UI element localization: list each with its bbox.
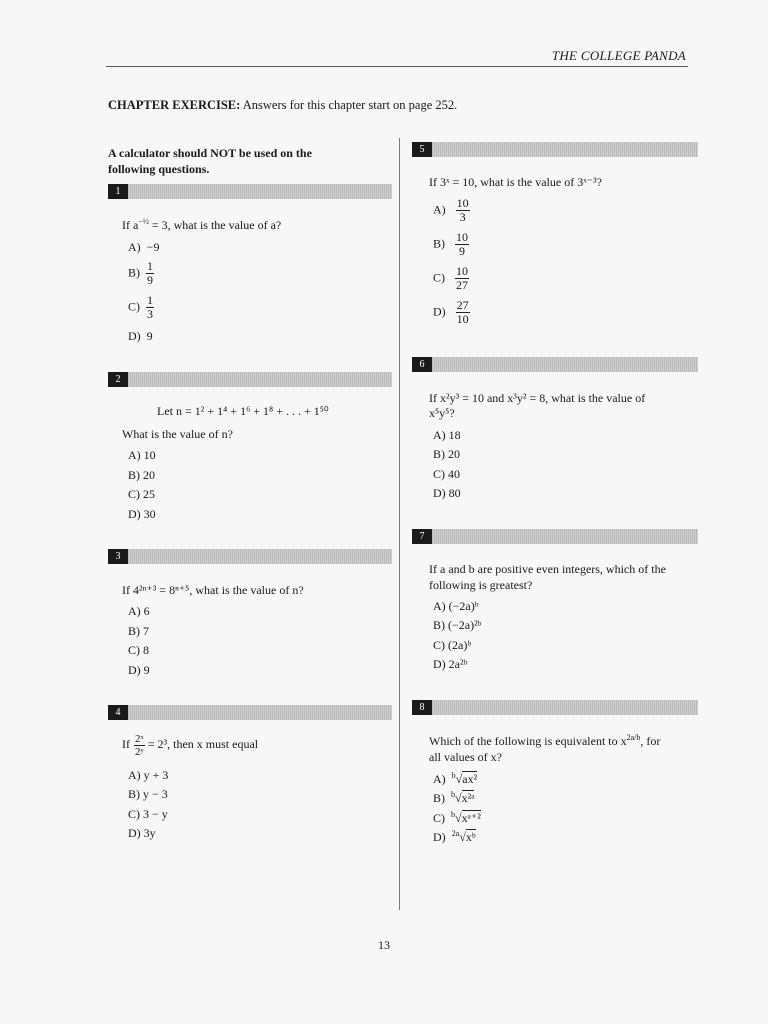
question-6-header xyxy=(412,357,698,372)
q5-d-label: D) xyxy=(433,304,446,319)
q1-exponent: −½ xyxy=(138,217,149,226)
q5-d-den: 10 xyxy=(456,312,469,326)
q4-prefix: If xyxy=(122,737,130,751)
question-1-option-a[interactable] xyxy=(128,239,159,255)
q8-c-index: b xyxy=(451,810,455,819)
q8-d-radicand: xᵇ xyxy=(465,830,476,844)
q8-a-index: b xyxy=(451,771,456,780)
q5-a-num: 10 xyxy=(456,196,469,210)
q8-exponent: 2a/b xyxy=(626,733,641,742)
q5-d-num: 27 xyxy=(456,298,469,312)
question-6-option-d[interactable]: D) 80 xyxy=(433,486,461,500)
question-8-option-a[interactable] xyxy=(433,771,477,787)
q8-a-radicand: ax² xyxy=(462,772,478,786)
question-2-option-c[interactable]: C) 25 xyxy=(128,487,155,501)
q5-c-label: C) xyxy=(433,270,445,285)
q5-b-label: B) xyxy=(433,236,445,251)
q1-c-label: C) xyxy=(128,299,140,314)
q1-c-num: 1 xyxy=(147,293,153,307)
calculator-note: A calculator should NOT be used on the following questions. xyxy=(108,146,312,176)
radical-icon: √ xyxy=(455,772,463,786)
q8-b-radicand: x²ᵃ xyxy=(461,791,475,805)
q5-c-num: 10 xyxy=(456,264,468,278)
question-2-option-d[interactable]: D) 30 xyxy=(128,507,156,521)
q5-b-num: 10 xyxy=(456,230,468,244)
q1-a-label: A) xyxy=(128,240,141,254)
question-3-option-d[interactable]: D) 9 xyxy=(128,663,150,677)
page-number: 13 xyxy=(378,938,390,952)
question-4-option-d[interactable]: D) 3y xyxy=(128,826,156,840)
q8-a-label: A) xyxy=(433,772,446,786)
question-2-option-b[interactable]: B) 20 xyxy=(128,468,155,482)
radical-icon: √ xyxy=(455,811,462,825)
question-8-number: 8 xyxy=(412,700,432,715)
question-5-text: If 3ˣ = 10, what is the value of 3ˣ⁻³? xyxy=(429,175,602,189)
q1-b-label: B) xyxy=(128,265,140,280)
radical-icon: √ xyxy=(455,791,462,805)
q1-b-den: 9 xyxy=(147,273,153,287)
question-1-option-d[interactable] xyxy=(128,328,153,344)
question-7-header xyxy=(412,529,698,544)
question-2-text: What is the value of n? xyxy=(122,427,233,441)
question-5-option-c[interactable] xyxy=(433,265,469,292)
q8-d-index: 2a xyxy=(451,829,460,838)
question-5-option-b[interactable] xyxy=(433,231,469,258)
question-1-option-c[interactable] xyxy=(128,294,154,321)
question-1-number: 1 xyxy=(108,184,128,199)
question-8-header xyxy=(412,700,698,715)
question-7-text-line2: following is greatest? xyxy=(429,578,533,592)
q5-c-den: 27 xyxy=(456,278,468,292)
q1-d-label: D) xyxy=(128,329,141,343)
question-6-option-b[interactable]: B) 20 xyxy=(433,447,460,461)
column-divider xyxy=(399,138,400,910)
question-2-equation: Let n = 1² + 1⁴ + 1⁶ + 1⁸ + . . . + 1⁵⁰ xyxy=(157,404,329,418)
question-1-text xyxy=(122,217,281,233)
question-7-option-c[interactable]: C) (2a)ᵇ xyxy=(433,638,472,652)
question-8-option-c[interactable] xyxy=(433,810,481,826)
header-rule xyxy=(106,66,688,67)
question-8-text-line2: all values of x? xyxy=(429,750,502,764)
question-7-text-line1: If a and b are positive even integers, which of the xyxy=(429,562,666,576)
question-4-option-c[interactable]: C) 3 − y xyxy=(128,807,168,821)
q8-text-a: Which of the following is equivalent to x xyxy=(429,734,627,748)
question-7-option-a[interactable]: A) (−2a)ᵇ xyxy=(433,599,479,613)
q8-c-radicand: xᵃ⁺² xyxy=(461,811,481,825)
question-3-option-a[interactable]: A) 6 xyxy=(128,604,150,618)
question-8-option-d[interactable] xyxy=(433,829,476,845)
q5-a-label: A) xyxy=(433,202,446,217)
chapter-label: CHAPTER EXERCISE: xyxy=(108,98,241,112)
q4-frac-den: 2ʸ xyxy=(135,745,144,758)
q8-text-b: , for xyxy=(640,734,661,748)
question-2-option-a[interactable]: A) 10 xyxy=(128,448,156,462)
question-2-header xyxy=(108,372,392,387)
q1-prefix: If a xyxy=(122,218,139,232)
question-4-text xyxy=(122,729,258,759)
question-6-option-c[interactable]: C) 40 xyxy=(433,467,460,481)
question-3-option-b[interactable]: B) 7 xyxy=(128,624,149,638)
q8-b-index: b xyxy=(451,790,455,799)
q1-c-den: 3 xyxy=(147,307,153,321)
question-4-number: 4 xyxy=(108,705,128,720)
question-2-number: 2 xyxy=(108,372,128,387)
question-1-option-b[interactable] xyxy=(128,260,154,287)
q1-b-num: 1 xyxy=(147,259,153,273)
question-5-option-d[interactable] xyxy=(433,299,470,326)
question-4-option-b[interactable]: B) y − 3 xyxy=(128,787,168,801)
question-3-number: 3 xyxy=(108,549,128,564)
question-7-option-b[interactable]: B) (−2a)²ᵇ xyxy=(433,618,482,632)
q1-suffix: = 3, what is the value of a? xyxy=(148,218,282,232)
question-4-header xyxy=(108,705,392,720)
question-3-option-c[interactable]: C) 8 xyxy=(128,643,149,657)
q4-suffix: = 2³, then x must equal xyxy=(144,737,259,751)
question-3-text: If 4²ⁿ⁺³ = 8ⁿ⁺⁵, what is the value of n? xyxy=(122,583,304,597)
q8-b-label: B) xyxy=(433,791,445,805)
question-5-option-a[interactable] xyxy=(433,197,470,224)
q8-c-label: C) xyxy=(433,811,445,825)
question-5-header xyxy=(412,142,698,157)
q1-d-value: 9 xyxy=(146,329,153,343)
q1-a-value: −9 xyxy=(146,240,160,254)
q4-frac-num: 2ˣ xyxy=(135,732,144,745)
question-8-option-b[interactable] xyxy=(433,790,474,806)
header-title: THE COLLEGE PANDA xyxy=(551,48,686,63)
question-7-number: 7 xyxy=(412,529,432,544)
question-6-text-line2: x⁵y⁵? xyxy=(429,406,455,420)
chapter-line xyxy=(108,98,457,113)
question-7-option-d[interactable]: D) 2a²ᵇ xyxy=(433,657,468,671)
question-5-number: 5 xyxy=(412,142,432,157)
question-1-header xyxy=(108,184,392,199)
chapter-text: Answers for this chapter start on page 252. xyxy=(242,98,458,112)
q8-d-label: D) xyxy=(433,830,446,844)
question-6-option-a[interactable]: A) 18 xyxy=(433,428,461,442)
question-3-header xyxy=(108,549,392,564)
question-4-option-a[interactable]: A) y + 3 xyxy=(128,768,169,782)
question-6-number: 6 xyxy=(412,357,432,372)
question-6-text-line1: If x²y³ = 10 and x³y² = 8, what is the value of xyxy=(429,391,646,405)
q5-a-den: 3 xyxy=(456,210,470,224)
question-8-text-line1 xyxy=(429,733,660,749)
radical-icon: √ xyxy=(459,830,466,844)
q5-b-den: 9 xyxy=(455,244,469,258)
